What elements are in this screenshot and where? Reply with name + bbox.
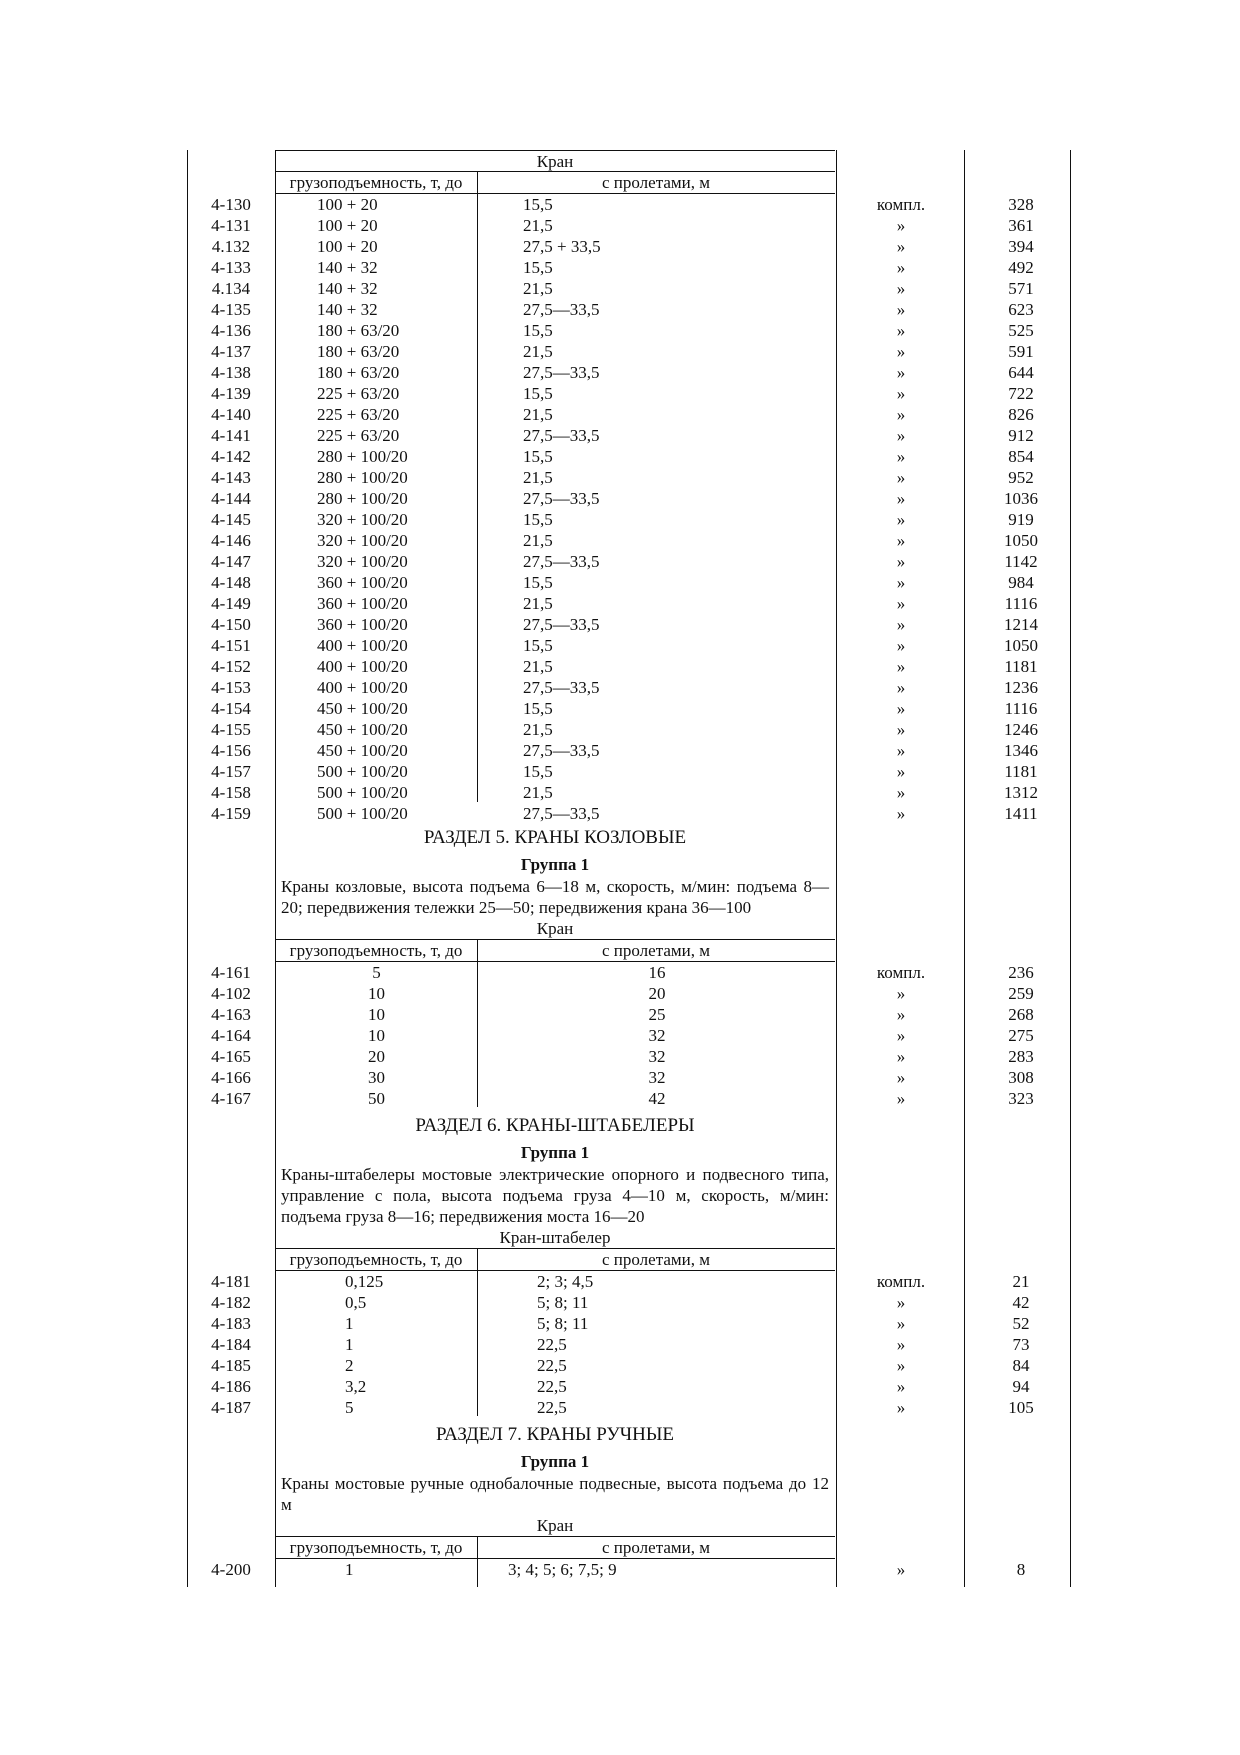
span-cell: 32 (648, 1047, 666, 1066)
unit-cell: » (896, 405, 906, 424)
span-cell: 16 (648, 963, 666, 982)
col-spans-header: с пролетами, м (602, 1250, 710, 1269)
capacity-cell: 500 + 100/20 (317, 783, 408, 802)
unit-cell: » (896, 384, 906, 403)
price-cell: 283 (1008, 1047, 1034, 1066)
table-row (187, 509, 1077, 530)
capacity-cell: 320 + 100/20 (317, 531, 408, 550)
unit-cell: » (896, 1398, 906, 1417)
item-code: 4-184 (211, 1335, 251, 1354)
table-row (187, 299, 1077, 320)
item-code: 4-187 (211, 1398, 251, 1417)
unit-cell: » (896, 657, 906, 676)
table-row (187, 782, 1077, 803)
span-cell: 15,5 (523, 447, 553, 466)
section6-title: РАЗДЕЛ 6. КРАНЫ-ШТАБЕЛЕРЫ (415, 1115, 695, 1136)
col-capacity-header: грузоподъемность, т, до (289, 173, 463, 192)
table-row (187, 962, 1077, 983)
table-row (187, 1046, 1077, 1067)
section6-box-title: Кран-штабелер (499, 1228, 611, 1247)
item-code: 4-166 (211, 1068, 251, 1087)
span-cell: 15,5 (523, 762, 553, 781)
capacity-cell: 225 + 63/20 (317, 405, 400, 424)
price-cell: 42 (1012, 1293, 1030, 1312)
table-row (187, 215, 1077, 236)
table-row (187, 530, 1077, 551)
table-row (187, 404, 1077, 425)
unit-cell: » (896, 1068, 906, 1087)
col-spans-header: с пролетами, м (602, 941, 710, 960)
section7-title: РАЗДЕЛ 7. КРАНЫ РУЧНЫЕ (435, 1424, 675, 1445)
capacity-cell: 1 (345, 1335, 354, 1354)
item-code: 4-139 (211, 384, 251, 403)
span-cell: 21,5 (523, 342, 553, 361)
unit-cell: компл. (876, 1272, 926, 1291)
price-cell: 94 (1012, 1377, 1030, 1396)
col-spans-header: с пролетами, м (602, 173, 710, 192)
unit-cell: » (896, 468, 906, 487)
unit-cell: » (896, 984, 906, 1003)
table-row (187, 425, 1077, 446)
unit-cell: » (896, 804, 906, 823)
table-row (187, 1313, 1077, 1334)
table-row (187, 1292, 1077, 1313)
capacity-cell: 280 + 100/20 (317, 489, 408, 508)
capacity-cell: 10 (368, 1026, 385, 1045)
price-cell: 21 (1012, 1272, 1030, 1291)
item-code: 4-152 (211, 657, 251, 676)
item-code: 4-150 (211, 615, 251, 634)
span-cell: 42 (648, 1089, 666, 1108)
table-row (187, 677, 1077, 698)
unit-cell: » (896, 1005, 906, 1024)
item-code: 4-135 (211, 300, 251, 319)
price-cell: 1312 (1004, 783, 1038, 802)
price-cell: 1036 (1004, 489, 1038, 508)
capacity-cell: 1 (345, 1314, 354, 1333)
item-code: 4-141 (211, 426, 251, 445)
capacity-cell: 10 (368, 1005, 385, 1024)
table-row (187, 362, 1077, 383)
span-cell: 27,5—33,5 (523, 678, 600, 697)
table-row (187, 761, 1077, 782)
section6-rows (187, 1271, 1077, 1418)
capacity-cell: 0,5 (345, 1293, 367, 1312)
unit-cell: » (896, 363, 906, 382)
table-row (187, 1334, 1077, 1355)
span-cell: 15,5 (523, 510, 553, 529)
capacity-cell: 100 + 20 (317, 216, 378, 235)
table-row (187, 320, 1077, 341)
capacity-cell: 30 (368, 1068, 385, 1087)
section6-group: Группа 1 (520, 1143, 590, 1162)
table-row (187, 719, 1077, 740)
section6-column-headers (275, 1248, 835, 1271)
price-cell: 919 (1008, 510, 1034, 529)
span-cell: 27,5—33,5 (523, 804, 600, 823)
price-cell: 525 (1008, 321, 1034, 340)
rows-part1 (187, 194, 1077, 824)
item-code: 4-155 (211, 720, 251, 739)
capacity-cell: 100 + 20 (317, 195, 378, 214)
table-row (187, 257, 1077, 278)
item-code: 4-133 (211, 258, 251, 277)
section7-column-headers (275, 1536, 835, 1559)
capacity-cell: 500 + 100/20 (317, 762, 408, 781)
table-row (187, 488, 1077, 509)
table-row (187, 1067, 1077, 1088)
col-capacity-header: грузоподъемность, т, до (289, 1538, 463, 1557)
section5-description: Краны козловые, высота подъема 6—18 м, скорость, м/мин: подъема 8—20; передвижения тележки 25—50; передвижения крана 36—100 (281, 877, 829, 917)
item-code: 4-182 (211, 1293, 251, 1312)
span-cell: 27,5—33,5 (523, 300, 600, 319)
table-row (187, 740, 1077, 761)
unit-cell: » (896, 237, 906, 256)
capacity-cell: 360 + 100/20 (317, 594, 408, 613)
span-cell: 21,5 (523, 279, 553, 298)
price-cell: 1246 (1004, 720, 1038, 739)
unit-cell: » (896, 594, 906, 613)
unit-cell: » (896, 636, 906, 655)
span-cell: 27,5—33,5 (523, 426, 600, 445)
span-cell: 32 (648, 1026, 666, 1045)
unit-cell: » (896, 426, 906, 445)
span-cell: 32 (648, 1068, 666, 1087)
span-cell: 27,5—33,5 (523, 615, 600, 634)
price-cell: 1116 (1004, 699, 1038, 718)
item-code: 4-140 (211, 405, 251, 424)
item-code: 4-148 (211, 573, 251, 592)
item-code: 4-167 (211, 1089, 251, 1108)
table-row (187, 803, 1077, 824)
item-code: 4-186 (211, 1377, 251, 1396)
price-cell: 1236 (1004, 678, 1038, 697)
table-row (187, 614, 1077, 635)
table-row (187, 983, 1077, 1004)
unit-cell: » (896, 1026, 906, 1045)
column-headers (275, 171, 835, 194)
capacity-cell: 180 + 63/20 (317, 321, 400, 340)
capacity-cell: 50 (368, 1089, 385, 1108)
unit-cell: » (896, 615, 906, 634)
table-row (187, 446, 1077, 467)
section5-group: Группа 1 (520, 855, 590, 874)
table-row (187, 1025, 1077, 1046)
table-row (187, 1559, 1077, 1580)
price-cell: 1214 (1004, 615, 1038, 634)
unit-cell: » (896, 1560, 906, 1579)
span-cell: 22,5 (537, 1356, 567, 1375)
item-code: 4-142 (211, 447, 251, 466)
span-cell: 25 (648, 1005, 666, 1024)
capacity-cell: 320 + 100/20 (317, 510, 408, 529)
item-code: 4-102 (211, 984, 251, 1003)
span-cell: 21,5 (523, 216, 553, 235)
price-cell: 105 (1008, 1398, 1034, 1417)
capacity-cell: 450 + 100/20 (317, 741, 408, 760)
capacity-cell: 225 + 63/20 (317, 384, 400, 403)
price-cell: 1346 (1004, 741, 1038, 760)
span-cell: 27,5—33,5 (523, 552, 600, 571)
box-title: Кран (275, 150, 835, 172)
table-row (187, 1355, 1077, 1376)
price-cell: 984 (1008, 573, 1034, 592)
item-code: 4-144 (211, 489, 251, 508)
unit-cell: » (896, 678, 906, 697)
table-row (187, 1397, 1077, 1418)
table-row (187, 572, 1077, 593)
span-cell: 22,5 (537, 1335, 567, 1354)
unit-cell: » (896, 489, 906, 508)
price-cell: 952 (1008, 468, 1034, 487)
capacity-cell: 5 (372, 963, 381, 982)
item-code: 4-157 (211, 762, 251, 781)
table-row (187, 341, 1077, 362)
span-cell: 3; 4; 5; 6; 7,5; 9 (508, 1560, 617, 1579)
capacity-cell: 180 + 63/20 (317, 363, 400, 382)
price-cell: 644 (1008, 363, 1034, 382)
capacity-cell: 450 + 100/20 (317, 720, 408, 739)
table-row (187, 1088, 1077, 1109)
section7-description: Краны мостовые ручные однобалочные подвесные, высота подъема до 12 м (281, 1474, 829, 1514)
capacity-cell: 360 + 100/20 (317, 615, 408, 634)
unit-cell: » (896, 1314, 906, 1333)
unit-cell: » (896, 258, 906, 277)
table-row (187, 1271, 1077, 1292)
table-row (187, 635, 1077, 656)
span-cell: 15,5 (523, 321, 553, 340)
price-cell: 328 (1008, 195, 1034, 214)
capacity-cell: 400 + 100/20 (317, 657, 408, 676)
item-code: 4-131 (211, 216, 251, 235)
item-code: 4.134 (211, 279, 251, 298)
capacity-cell: 20 (368, 1047, 385, 1066)
span-cell: 15,5 (523, 636, 553, 655)
price-cell: 854 (1008, 447, 1034, 466)
section5-column-headers (275, 939, 835, 962)
span-cell: 15,5 (523, 384, 553, 403)
item-code: 4-149 (211, 594, 251, 613)
capacity-cell: 360 + 100/20 (317, 573, 408, 592)
item-code: 4-145 (211, 510, 251, 529)
unit-cell: » (896, 1356, 906, 1375)
span-cell: 27,5—33,5 (523, 489, 600, 508)
span-cell: 5; 8; 11 (537, 1293, 589, 1312)
col-capacity-header: грузоподъемность, т, до (289, 941, 463, 960)
item-code: 4-154 (211, 699, 251, 718)
table-row (187, 593, 1077, 614)
unit-cell: » (896, 699, 906, 718)
price-cell: 52 (1012, 1314, 1030, 1333)
price-cell: 912 (1008, 426, 1034, 445)
span-cell: 22,5 (537, 1377, 567, 1396)
span-cell: 15,5 (523, 573, 553, 592)
item-code: 4-143 (211, 468, 251, 487)
span-cell: 21,5 (523, 720, 553, 739)
table-row (187, 551, 1077, 572)
span-cell: 27,5—33,5 (523, 741, 600, 760)
table-row (187, 278, 1077, 299)
span-cell: 21,5 (523, 531, 553, 550)
price-cell: 1181 (1004, 657, 1038, 676)
capacity-cell: 140 + 32 (317, 279, 378, 298)
price-cell: 591 (1008, 342, 1034, 361)
item-code: 4-185 (211, 1356, 251, 1375)
capacity-cell: 450 + 100/20 (317, 699, 408, 718)
table-row (187, 698, 1077, 719)
table-row (187, 467, 1077, 488)
capacity-cell: 400 + 100/20 (317, 678, 408, 697)
item-code: 4-158 (211, 783, 251, 802)
section5-title: РАЗДЕЛ 5. КРАНЫ КОЗЛОВЫЕ (423, 827, 687, 848)
table-row (187, 1004, 1077, 1025)
item-code: 4-156 (211, 741, 251, 760)
table-row (187, 236, 1077, 257)
span-cell: 15,5 (523, 258, 553, 277)
item-code: 4-164 (211, 1026, 251, 1045)
table-row (187, 194, 1077, 215)
col-capacity-header: грузоподъемность, т, до (289, 1250, 463, 1269)
price-cell: 308 (1008, 1068, 1034, 1087)
unit-cell: » (896, 720, 906, 739)
unit-cell: » (896, 1047, 906, 1066)
section5-rows (187, 962, 1077, 1109)
unit-cell: » (896, 1293, 906, 1312)
item-code: 4-137 (211, 342, 251, 361)
price-cell: 236 (1008, 963, 1034, 982)
span-cell: 21,5 (523, 783, 553, 802)
item-code: 4-138 (211, 363, 251, 382)
item-code: 4-147 (211, 552, 251, 571)
item-code: 4-200 (211, 1560, 251, 1579)
price-cell: 259 (1008, 984, 1034, 1003)
span-cell: 22,5 (537, 1398, 567, 1417)
capacity-cell: 400 + 100/20 (317, 636, 408, 655)
unit-cell: » (896, 279, 906, 298)
price-cell: 571 (1008, 279, 1034, 298)
unit-cell: » (896, 783, 906, 802)
capacity-cell: 10 (368, 984, 385, 1003)
capacity-cell: 140 + 32 (317, 258, 378, 277)
span-cell: 21,5 (523, 468, 553, 487)
span-cell: 2; 3; 4,5 (537, 1272, 594, 1291)
unit-cell: компл. (876, 195, 926, 214)
table-row (187, 656, 1077, 677)
item-code: 4-153 (211, 678, 251, 697)
unit-cell: » (896, 510, 906, 529)
capacity-cell: 1 (345, 1560, 354, 1579)
unit-cell: » (896, 1089, 906, 1108)
price-cell: 722 (1008, 384, 1034, 403)
unit-cell: » (896, 447, 906, 466)
unit-cell: » (896, 573, 906, 592)
unit-cell: » (896, 1335, 906, 1354)
unit-cell: » (896, 342, 906, 361)
capacity-cell: 500 + 100/20 (317, 804, 408, 823)
price-cell: 275 (1008, 1026, 1034, 1045)
capacity-cell: 140 + 32 (317, 300, 378, 319)
unit-cell: » (896, 300, 906, 319)
table-row (187, 1376, 1077, 1397)
price-cell: 268 (1008, 1005, 1034, 1024)
price-cell: 1050 (1004, 531, 1038, 550)
span-cell: 5; 8; 11 (537, 1314, 589, 1333)
span-cell: 21,5 (523, 594, 553, 613)
unit-cell: » (896, 216, 906, 235)
table-row (187, 383, 1077, 404)
price-cell: 492 (1008, 258, 1034, 277)
price-cell: 1181 (1004, 762, 1038, 781)
capacity-cell: 280 + 100/20 (317, 447, 408, 466)
col-spans-header: с пролетами, м (602, 1538, 710, 1557)
capacity-cell: 280 + 100/20 (317, 468, 408, 487)
span-cell: 15,5 (523, 699, 553, 718)
price-cell: 1116 (1004, 594, 1038, 613)
span-cell: 21,5 (523, 405, 553, 424)
section7-box-title: Кран (536, 1516, 574, 1535)
unit-cell: » (896, 552, 906, 571)
unit-cell: » (896, 762, 906, 781)
unit-cell: » (896, 321, 906, 340)
price-cell: 8 (1016, 1560, 1026, 1579)
item-code: 4-151 (211, 636, 251, 655)
item-code: 4-146 (211, 531, 251, 550)
item-code: 4-161 (211, 963, 251, 982)
item-code: 4-165 (211, 1047, 251, 1066)
capacity-cell: 5 (345, 1398, 354, 1417)
price-cell: 826 (1008, 405, 1034, 424)
section5-box-title: Кран (536, 919, 574, 938)
span-cell: 20 (648, 984, 666, 1003)
price-cell: 1411 (1004, 804, 1038, 823)
item-code: 4-136 (211, 321, 251, 340)
section6-description: Краны-штабелеры мостовые электрические опорного и подвесного типа, управление с пола, высота подъема груза 4—10 м, скорость, м/мин: подъема груза 8—16; передвижения моста 16—20 (281, 1165, 829, 1226)
capacity-cell: 320 + 100/20 (317, 552, 408, 571)
span-cell: 27,5—33,5 (523, 363, 600, 382)
section7-group: Группа 1 (520, 1452, 590, 1471)
item-code: 4-183 (211, 1314, 251, 1333)
item-code: 4.132 (211, 237, 251, 256)
section7-rows (187, 1559, 1077, 1580)
span-cell: 21,5 (523, 657, 553, 676)
price-cell: 623 (1008, 300, 1034, 319)
price-cell: 1050 (1004, 636, 1038, 655)
capacity-cell: 0,125 (345, 1272, 384, 1291)
price-cell: 1142 (1004, 552, 1038, 571)
price-cell: 73 (1012, 1335, 1030, 1354)
unit-cell: » (896, 531, 906, 550)
capacity-cell: 225 + 63/20 (317, 426, 400, 445)
item-code: 4-163 (211, 1005, 251, 1024)
capacity-cell: 3,2 (345, 1377, 367, 1396)
price-cell: 394 (1008, 237, 1034, 256)
price-cell: 361 (1008, 216, 1034, 235)
unit-cell: компл. (876, 963, 926, 982)
span-cell: 15,5 (523, 195, 553, 214)
capacity-cell: 2 (345, 1356, 354, 1375)
item-code: 4-130 (211, 195, 251, 214)
unit-cell: » (896, 741, 906, 760)
capacity-cell: 100 + 20 (317, 237, 378, 256)
unit-cell: » (896, 1377, 906, 1396)
capacity-cell: 180 + 63/20 (317, 342, 400, 361)
price-cell: 84 (1012, 1356, 1030, 1375)
item-code: 4-181 (211, 1272, 251, 1291)
price-cell: 323 (1008, 1089, 1034, 1108)
span-cell: 27,5 + 33,5 (523, 237, 601, 256)
item-code: 4-159 (211, 804, 251, 823)
